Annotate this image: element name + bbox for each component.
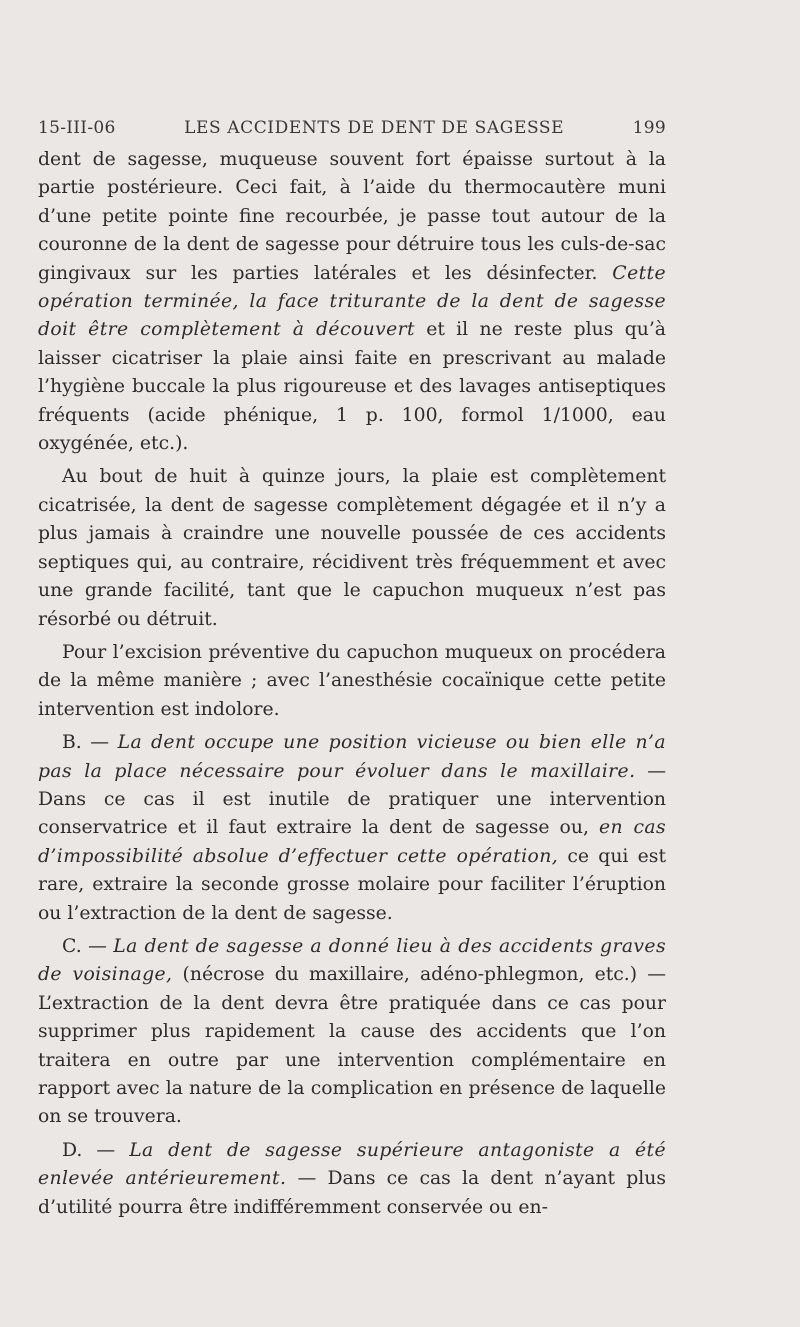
book-page <box>38 118 666 1222</box>
italic-run: en cas d’impossibilité absolue d’effectuer cette opération, <box>38 817 666 867</box>
text-run: Au bout de huit à quinze jours, la plaie est complètement cicatrisée, la dent de sagesse complètement dégagée et il n’y a plus jamais à craindre une nouvelle poussée de ces accidents septiques qui, au contraire, récidivent très fréquemment et avec une grande facilité, tant que le capuchon muqueux n’est pas résorbé ou détruit. <box>38 466 666 630</box>
body-text <box>38 146 666 1222</box>
italic-heading: La dent de sagesse supérieure antagoniste a été enlevée antérieurement. <box>38 1139 666 1190</box>
paragraph-3 <box>38 639 666 724</box>
running-header <box>38 118 666 138</box>
italic-heading: La dent de sagesse a donné lieu à des accidents graves de voisinage, <box>38 935 666 986</box>
paragraph-b <box>38 729 666 928</box>
text-run: et il ne reste plus qu’à laisser cicatriser la plaie ainsi faite en prescrivant au malade l’hygiène buccale la plus rigoureuse et des lavages antiseptiques fréquents (acide phénique, 1 p. 100, formol 1/1000, eau oxygénée, etc.). <box>38 319 666 455</box>
text-run: (nécrose du maxillaire, adéno-phlegmon, etc.) — L’extraction de la dent devra être pratiquée dans ce cas pour supprimer plus rapidement la cause des accidents que l’on traitera en outre par une intervention complémentaire en rapport avec la nature de la complication en présence de laquelle on se trouvera. <box>38 964 666 1128</box>
italic-run: Cette opération terminée, la face triturante de la dent de sagesse doit être complètement à découvert <box>38 262 666 341</box>
text-run: dent de sagesse, muqueuse souvent fort épaisse surtout à la partie postérieure. Ceci fait, à l’aide du thermocautère muni d’une petite pointe fine recourbée, je passe tout autour de la couronne de la dent de sagesse pour détruire tous les culs-de-sac gingivaux sur les parties latérales et les désinfecter. <box>38 149 666 284</box>
section-letter: B. — <box>62 732 118 754</box>
section-letter: D. — <box>62 1139 130 1161</box>
page-number: 199 <box>632 118 666 138</box>
paragraph-d <box>38 1137 666 1222</box>
section-letter: C. — <box>62 935 114 957</box>
paragraph-1 <box>38 146 666 458</box>
running-title: LES ACCIDENTS DE DENT DE SAGESSE <box>184 118 565 138</box>
text-run: — Dans ce cas il est inutile de pratiquer une intervention conservatrice et il faut extraire la dent de sagesse ou, <box>38 760 666 839</box>
header-date: 15-III-06 <box>38 118 116 138</box>
text-run: — Dans ce cas la dent n’ayant plus d’utilité pourra être indifféremment conservée ou en- <box>38 1168 667 1218</box>
italic-heading: La dent occupe une position vicieuse ou bien elle n’a pas la place nécessaire pour évoluer dans le maxillaire. <box>38 732 666 782</box>
paragraph-2 <box>38 463 666 633</box>
text-run: ce qui est rare, extraire la seconde grosse molaire pour faciliter l’éruption ou l’extraction de la dent de sagesse. <box>38 845 666 924</box>
text-run: Pour l’excision préventive du capuchon muqueux on procédera de la même manière ; avec l’anesthésie cocaïnique cette petite intervention est indolore. <box>38 641 666 720</box>
paragraph-c <box>38 933 666 1132</box>
